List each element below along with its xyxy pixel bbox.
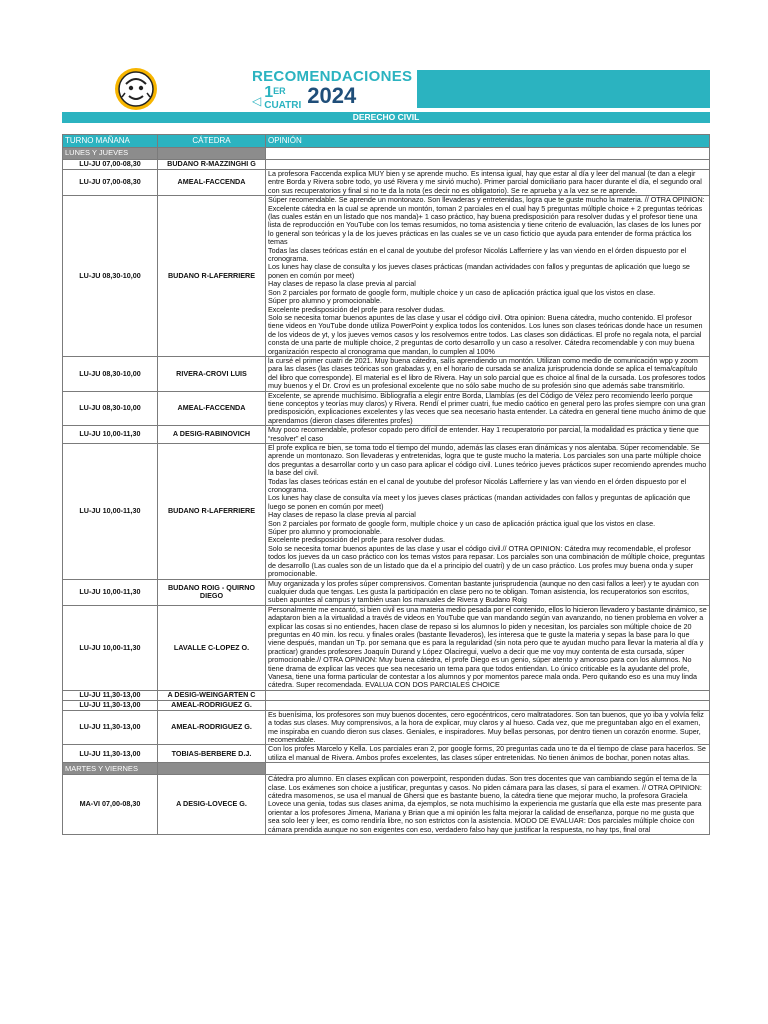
catedra-cell: A DESIG-WEINGARTEN C (158, 690, 266, 700)
opinion-cell: Muy poco recomendable, profesor copado pero difícil de entender. Hay 1 recuperatorio por parcial, la modalidad es práctica y tiene que “resolver” el caso (266, 426, 710, 444)
turno-cell: LU-JU 11,30-13,00 (63, 700, 158, 710)
brand-title: RECOMENDACIONES (252, 68, 413, 85)
header-catedra: CÁTEDRA (158, 135, 266, 148)
header-turno: TURNO MAÑANA (63, 135, 158, 148)
turno-cell: LU-JU 11,30-13,00 (63, 745, 158, 763)
table-row (63, 710, 710, 745)
section-spacer (266, 148, 710, 160)
turno-cell: LU-JU 11,30-13,00 (63, 690, 158, 700)
section-spacer (158, 763, 266, 775)
catedra-cell: AMEAL-FACCENDA (158, 391, 266, 426)
course-title: DERECHO CIVIL (62, 112, 710, 123)
turno-cell: LU-JU 07,00-08,30 (63, 160, 158, 170)
turno-cell: LU-JU 10,00-11,30 (63, 426, 158, 444)
section-header-row (63, 763, 710, 775)
section-header-row (63, 148, 710, 160)
catedra-cell: BUDANO R-LAFERRIERE (158, 196, 266, 357)
turno-cell: LU-JU 08,30-10,00 (63, 356, 158, 391)
section-label: MARTES Y VIERNES (63, 763, 158, 775)
turno-cell: LU-JU 07,00-08,30 (63, 170, 158, 196)
table-row (63, 426, 710, 444)
recommendations-table (62, 134, 710, 835)
section-spacer (158, 148, 266, 160)
header-opinion: OPINIÓN (266, 135, 710, 148)
brand-year: 2024 (307, 83, 357, 108)
section-label: LUNES Y JUEVES (63, 148, 158, 160)
brand-block (252, 68, 412, 111)
opinion-cell: El profe explica re bien, se toma todo el tiempo del mundo, además las clases eran dinámicas y nos alentaba. Súper recomendable. Se aprende un montonazo. Son llevaderas y entretenidas, logra que te guste mucho la materia. Los parciales son una parte múltiple choice dos preguntas a desarrollar corto y un caso para aplicar el código civil. Lunes teórico jueves prácticos super recomiendo aprendes mucho la base del civil. Todas las clases teóricas están en el canal de youtube del profesor Nicolás Lafferriere y las van viendo en el órden dispuesto por el cronograma. Los lunes hay clase de consulta vía meet y los jueves clases prácticas (mandan actividades con fallos y preguntas de aplicación que luego se ponen en común por meet) Hay clases de repaso la clase previa al parcial Son 2 parciales por formato de google form, multiple choice y un caso de aplicación práctica igual que los vistos en clase. Súper pro alumno y promocionable. Excelente predisposición del profe para resolver dudas. Solo se necesita tomar buenos apuntes de las clase y usar el código civil.// OTRA OPINION: Cátedra muy recomendable, el profesor todos los jueves da un caso práctico con los temas vistos para repasar. Los parciales son una combinación de múltiple choice, preguntas de desarrollo (Las cuales son de un listado que da el a principio del cuatri) y de un caso práctico. Los profes muy buena onda y super promocionable. (266, 444, 710, 580)
table-row (63, 444, 710, 580)
catedra-cell: RIVERA-CROVI LUIS (158, 356, 266, 391)
catedra-cell: BUDANO ROIG - QUIRNO DIEGO (158, 579, 266, 605)
turno-cell: LU-JU 08,30-10,00 (63, 196, 158, 357)
catedra-cell: BUDANO R-MAZZINGHI G (158, 160, 266, 170)
catedra-cell: AMEAL-FACCENDA (158, 170, 266, 196)
turno-cell: LU-JU 10,00-11,30 (63, 605, 158, 690)
opinion-cell: La profesora Faccenda explica MUY bien y se aprende mucho. Es intensa igual, hay que estar al día y leer del manual (te dan a elegir entre Borda y Rivera sobre todo, yo usé Rivera y me sirvió mucho). Primer parcial domiciliario para hacer durante el día, el segundo oral con sus recuperatorios y final si no te da la nota (es decir no es obligatorio). Se re aprueba y a la vez se re aprende. (266, 170, 710, 196)
catedra-cell: TOBIAS-BERBERE D.J. (158, 745, 266, 763)
catedra-cell: A DESIG-RABINOVICH (158, 426, 266, 444)
table-row (63, 170, 710, 196)
catedra-cell: BUDANO R-LAFERRIERE (158, 444, 266, 580)
table-row (63, 605, 710, 690)
table-header-row (63, 135, 710, 148)
turno-cell: LU-JU 08,30-10,00 (63, 391, 158, 426)
turno-cell: LU-JU 11,30-13,00 (63, 710, 158, 745)
opinion-cell: Es buenísima, los profesores son muy buenos docentes, cero egocéntricos, cero maltratadores. Son tan buenos, que yo iba y volvía feliz a todas sus clases. Muy comprensivos, a la hora de explicar, muy claros y al hueso. Cada vez, que me preguntaban algo en el examen, me inspiraba en cuando dieron sus clases. Geniales, e inspiradores. Muy bellas personas, por dentro tienen un corazón enorme. Super, recomendable. (266, 710, 710, 745)
mascot-logo (112, 66, 160, 112)
table-row (63, 391, 710, 426)
catedra-cell: A DESIG-LOVECE G. (158, 775, 266, 835)
turno-cell: MA-VI 07,00-08,30 (63, 775, 158, 835)
brand-ordinal-sup: ER (273, 86, 286, 96)
header-banner (62, 66, 710, 112)
brand-subtitle (252, 84, 412, 111)
header-accent-band (417, 70, 710, 108)
catedra-cell: LAVALLE C-LOPEZ O. (158, 605, 266, 690)
opinion-cell: Muy organizada y los profes súper comprensivos. Comentan bastante jurisprudencia (aunque no den casi fallos a leer) y te ayudan con cualquier duda que tengas. Les gusta la participación en clase pero no te obligan. Toman asistencia, los recuperatorios son escritos, suben apuntes al campus y también usan los manuales de Rivera y Budano Roig (266, 579, 710, 605)
brand-ordinal: 1 (264, 84, 274, 101)
catedra-cell: AMEAL-RODRIGUEZ G. (158, 700, 266, 710)
table-row (63, 356, 710, 391)
table-row (63, 690, 710, 700)
table-row (63, 700, 710, 710)
brand-cuatri: CUATRI (264, 100, 302, 111)
opinion-cell: la cursé el primer cuatri de 2021. Muy buena cátedra, salís aprendiendo un montón. Utilizan como medio de comunicación wpp y zoom para las clases (las clases teóricas son grabadas y, en el horario de cursada se analiza jurisprudencia donde se aplica el tema/capítulo del libro que corresponde). El material es el libro de Rivera. Hay un solo parcial que es choice al final de la cursada. Los profesores todos muy buenos y el Dr. Crovi es un profesional excelente que no sólo sabe mucho de su profesión sino que además sabe transmitirlo. (266, 356, 710, 391)
table-row (63, 196, 710, 357)
opinion-cell: Súper recomendable. Se aprende un montonazo. Son llevaderas y entretenidas, logra que te guste mucho la materia. // OTRA OPINION: Excelente cátedra en la cual se aprende un montón, toman 2 parciales en el cual hay 5 preguntas múltiple choice + 2 preguntas teóricas (las cuales están en un listado que nos manda)+ 1 caso práctico, hay buena predisposición para resolver dudas y el profesor tiene una lista de reproducción en YouTube con los temas resumidos, no toma asistencia y tiene criterio de evaluación, las clases de los lunes por lo general son teóricas y la de los jueves prácticas en las cuales se ve un caso ficticio que ayuda para entender de forma práctica los temas Todas las clases teóricas están en el canal de youtube del profesor Nicolás Lafferriere y las van viendo en el órden dispuesto por el cronograma. Los lunes hay clase de consulta y los jueves clases prácticas (mandan actividades con fallos y preguntas de aplicación que luego se ponen en común por meet) Hay clases de repaso la clase previa al parcial Son 2 parciales por formato de google form, multiple choice y un caso de aplicación práctica igual que los vistos en clase. Súper pro alumno y promocionable. Excelente predisposición del profe para resolver dudas. Solo se necesita tomar buenos apuntes de las clase y usar el código civil. Otra opinion: Buena cátedra, mucho contenido. El profesor tiene videos en YouTube donde utiliza PowerPoint y explica todos los contenidos. Los lunes son clases teóricas donde hace un resumen de los videos de yt, y los jueves vemos casos y los resolvemos entre todos. Las clases son didácticas. El profe no regala nota, el parcial consta de una parte de multiple choice, 2 preguntas de corto desarrollo y un caso a resolver. Cátedra recomendable y con muy buena organización respecto al cronograma que mandan, lo cumplen al 100% (266, 196, 710, 357)
opinion-cell (266, 160, 710, 170)
opinion-cell (266, 700, 710, 710)
table-body (63, 148, 710, 835)
turno-cell: LU-JU 10,00-11,30 (63, 444, 158, 580)
opinion-cell: Personalmente me encantó, si bien civil es una materia medio pesada por el contenido, ellos lo hicieron llevadero y bastante dinámico, se adaptaron bien a la virtualidad a través de videos en YouTube que van mandando según van avanzando, no tienen problema en volver a explicar las cosas si no entiendes, hacen clase de repaso si los alumnos lo piden y necesitan, los parciales son múltiple choice de 20 preguntas en 40 min. los recu. y finales orales (bastante llevaderos), les interesa que te guste la materia y sepas la base para lo que viene después, mandan un Tp. por semana que es para la regularidad (sin nota pero que te ayudan mucho para llevar la materia al día y practicar) grandes profesores Joaquín Durand y López Olaciregui, vuelvo a decir que me voy muy contenta de esta cursada, súper promocionable.// OTRA OPINION: Muy buena cátedra, el profe Diego es un genio, súper atento y amoroso para con los alumnos. No tiene drama de explicar las veces que sea necesario un tema para que todos entiendan. Lo único criticable es la ayudante del profe, Vanesa, tiene una forma particular de contestar a los alumnos y por momentos parece mala onda. Pero quitando eso es una muy linda cátedra. Super recomendada. EVALUA CON DOS PARCIALES CHOICE (266, 605, 710, 690)
document-sheet (62, 66, 710, 835)
section-spacer (266, 763, 710, 775)
opinion-cell: Con los profes Marcelo y Kella. Los parciales eran 2, por google forms, 20 preguntas cada uno te da el tiempo de clase para hacerlos. Se utiliza el manual de Rivera. Ambos profes excelentes, las clases súper entretenidas. No tienen ánimos de bochar, ponen notas altas. (266, 745, 710, 763)
table-row (63, 160, 710, 170)
opinion-cell: Cátedra pro alumno. En clases explican con powerpoint, responden dudas. Son tres docentes que van cambiando según el tema de la clase. Los exámenes son choice a justificar, preguntas y casos. No piden cámara para las clases, sí para el examen. // OTRA OPINION: cátedra masomenos, se usa el manual de Ghersi que es bastante bueno, la cátedra tiene que mejorar mucho, la profesora Graciela Lovece una genia, todas sus clases anima, da ejemplos, se nota muchísimo la experiencia me gustaría que ella este mas presente para orientar a los profesores Jimena, Mariana y Brian que a mi opinión les falta mejorar la calidad de enseñanza, porque no me gusta que sea solo leer y leer, es como rendiría libre, no son estrictos con la asistencia. MODO DE EVALUAR: Dos parciales múltiple choice con cámara prendida aunque no son exigentes con eso, verdadero falso hay que justificar la respuesta, no hay tps, final oral (266, 775, 710, 835)
catedra-cell: AMEAL-RODRIGUEZ G. (158, 710, 266, 745)
table-row (63, 579, 710, 605)
table-row (63, 775, 710, 835)
turno-cell: LU-JU 10,00-11,30 (63, 579, 158, 605)
opinion-cell (266, 690, 710, 700)
table-row (63, 745, 710, 763)
brand-term (264, 84, 301, 111)
triangle-icon: ◁ (252, 94, 262, 108)
opinion-cell: Excelente, se aprende muchísimo. Bibliografía a elegir entre Borda, Llambías (es del Código de Vélez pero recomiendo leerlo porque tiene conceptos y teorías muy claros) y Rivera. Rendí el primer cuatri, fue medio caótico en general pero las profes siempre con una gran predisposición, explicaciones excelentes y las veces que sea necesario hasta entender. La cátedra en general tiene mucho ánimo de que aprendamos (dieron clases diferentes profes) (266, 391, 710, 426)
